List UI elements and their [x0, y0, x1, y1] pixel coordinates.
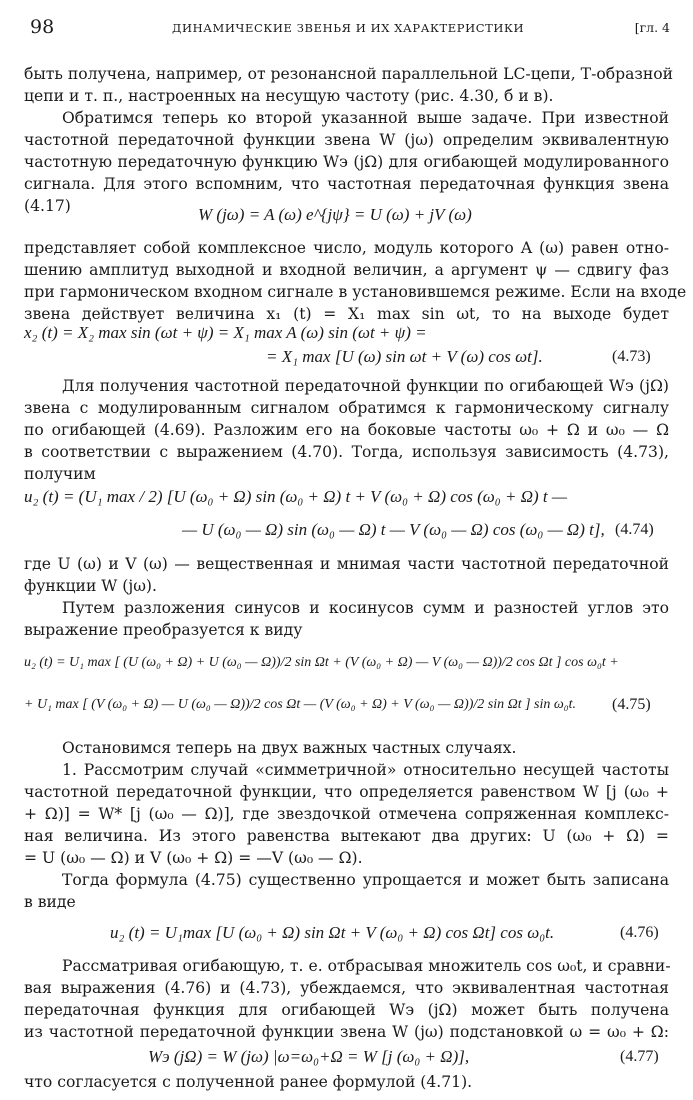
text-line: шению амплитуд выходной и входной величин, а аргумент ψ — сдвигу фаз	[24, 261, 669, 279]
equation-4-73-line1: x₂ (t) = X₂ max sin (ωt + ψ) = X₁ max A (ω) sin (ωt + ψ) =	[24, 323, 427, 342]
chapter-marker: [гл. 4	[634, 20, 670, 35]
equation-4-74-line1: u₂ (t) = (U₁ max / 2) [U (ω₀ + Ω) sin (ω₀ + Ω) t + V (ω₀ + Ω) cos (ω₀ + Ω) t —	[24, 487, 567, 506]
equation-number-4-75: (4.75)	[612, 696, 651, 713]
running-title: ДИНАМИЧЕСКИЕ ЗВЕНЬЯ И ИХ ХАРАКТЕРИСТИКИ	[172, 21, 525, 35]
equation-4-77: Wэ (jΩ) = W (jω) |ω=ω₀+Ω = W [j (ω₀ + Ω)],	[148, 1047, 470, 1066]
equation-number-4-74: (4.74)	[615, 521, 654, 538]
page-number: 98	[30, 16, 55, 38]
text-line: выражение преобразуется к виду	[24, 621, 303, 639]
text-line: Для получения частотной передаточной функции по огибающей Wэ (jΩ)	[62, 377, 669, 395]
equation-number-4-76: (4.76)	[620, 924, 659, 941]
text-line: представляет собой комплексное число, модуль которого A (ω) равен отно-	[24, 239, 669, 257]
text-line: сигнала. Для этого вспомним, что частотная передаточная функция звена	[24, 175, 669, 193]
equation-4-17: W (jω) = A (ω) e^{jψ} = U (ω) + jV (ω)	[198, 205, 472, 224]
equation-4-76: u₂ (t) = U₁max [U (ω₀ + Ω) sin Ωt + V (ω₀ + Ω) cos Ωt] cos ω₀t.	[110, 923, 555, 942]
text-line: что согласуется с полученной ранее формулой (4.71).	[24, 1073, 473, 1091]
text-line: = U (ω₀ — Ω) и V (ω₀ + Ω) = —V (ω₀ — Ω).	[24, 849, 363, 867]
text-line: частотную передаточную функцию Wэ (jΩ) для огибающей модулированного	[24, 153, 669, 171]
equation-4-75-line1: u₂ (t) = U₁ max [ (U (ω₀ + Ω) + U (ω₀ — Ω))/2 sin Ωt + (V (ω₀ + Ω) — V (ω₀ — Ω))/2 cos Ωt ] cos ω₀t +	[24, 655, 619, 670]
text-line: звена действует величина x₁ (t) = X₁ max sin ωt, то на выходе будет	[24, 305, 669, 323]
text-line: цепи и т. п., настроенных на несущую частоту (рис. 4.30, б и в).	[24, 87, 554, 105]
equation-4-74-line2: — U (ω₀ — Ω) sin (ω₀ — Ω) t — V (ω₀ — Ω) cos (ω₀ — Ω) t],	[182, 520, 605, 539]
page-header	[24, 14, 670, 38]
text-line: по огибающей (4.69). Разложим его на боковые частоты ω₀ + Ω и ω₀ — Ω	[24, 421, 669, 439]
equation-number-4-73: (4.73)	[612, 348, 651, 365]
text-line: Рассматривая огибающую, т. е. отбрасывая множитель cos ω₀t, и сравни-	[62, 957, 671, 975]
text-line: Путем разложения синусов и косинусов сумм и разностей углов это	[62, 599, 669, 617]
text-line: 1. Рассмотрим случай «симметричной» относительно несущей частоты	[62, 761, 669, 779]
text-line: передаточная функция для огибающей Wэ (jΩ) может быть получена	[24, 1001, 669, 1019]
text-line: частотной передаточной функции звена W (jω) определим эквивалентную	[24, 131, 669, 149]
text-line: при гармоническом входном сигнале в установившемся режиме. Если на входе	[24, 283, 687, 301]
text-line: ная величина. Из этого равенства вытекают два других: U (ω₀ + Ω) =	[24, 827, 669, 845]
equation-4-75-line2: + U₁ max [ (V (ω₀ + Ω) — U (ω₀ — Ω))/2 cos Ωt — (V (ω₀ + Ω) + V (ω₀ — Ω))/2 sin Ωt ] sin ω₀t.	[24, 697, 577, 712]
text-line: Обратимся теперь ко второй указанной выше задаче. При известной	[62, 109, 669, 127]
text-line: где U (ω) и V (ω) — вещественная и мнимая части частотной передаточной	[24, 555, 669, 573]
text-line: быть получена, например, от резонансной параллельной LC-цепи, Т-образной	[24, 65, 674, 83]
equation-4-73-line2: = X₁ max [U (ω) sin ωt + V (ω) cos ωt].	[266, 347, 543, 366]
text-line: из частотной передаточной функции звена W (jω) подстановкой ω = ω₀ + Ω:	[24, 1023, 669, 1041]
text-line: функции W (jω).	[24, 577, 157, 595]
equation-number-4-77: (4.77)	[620, 1048, 659, 1065]
text-line: частотной передаточной функции, что определяется равенством W [j (ω₀ +	[24, 783, 669, 801]
text-line: в соответствии с выражением (4.70). Тогда, используя зависимость (4.73),	[24, 443, 669, 461]
text-line: звена с модулированным сигналом обратимся к гармоническому сигналу	[24, 399, 669, 417]
text-line: + Ω)] = W* [j (ω₀ — Ω)], где звездочкой отмечена сопряженная комплекс-	[24, 805, 669, 823]
text-line: (4.17)	[24, 197, 71, 215]
text-line: вая выражения (4.76) и (4.73), убеждаемся, что эквивалентная частотная	[24, 979, 669, 997]
text-line: получим	[24, 465, 96, 483]
text-line: в виде	[24, 893, 76, 911]
text-line: Тогда формула (4.75) существенно упрощается и может быть записана	[62, 871, 669, 889]
text-line: Остановимся теперь на двух важных частных случаях.	[62, 739, 517, 757]
